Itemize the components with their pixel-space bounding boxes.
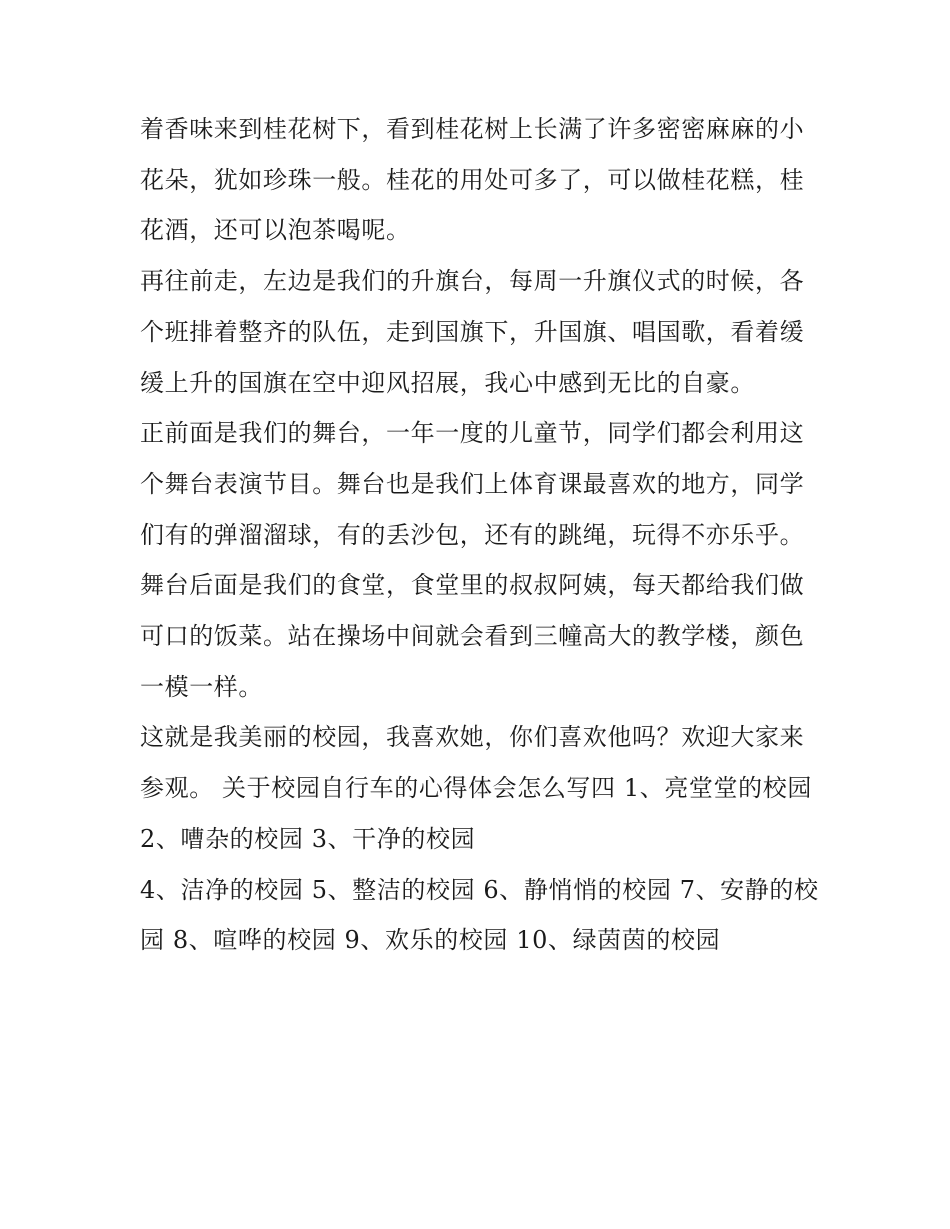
paragraph-campus-list: 4、洁净的校园 5、整洁的校园 6、静悄悄的校园 7、安静的校园 8、喧哗的校园 9、欢乐的校园 10、绿茵茵的校园 bbox=[140, 875, 819, 955]
paragraph-osmanthus: 着香味来到桂花树下，看到桂花树上长满了许多密密麻麻的小花朵，犹如珍珠一般。桂花的用处可多了，可以做桂花糕，桂花酒，还可以泡茶喝呢。 bbox=[140, 115, 805, 245]
paragraph-conclusion: 这就是我美丽的校园，我喜欢她，你们喜欢他吗？欢迎大家来参观。 关于校园自行车的心得体会怎么写四 1、亮堂堂的校园 2、嘈杂的校园 3、干净的校园 bbox=[140, 723, 812, 853]
paragraph-canteen: 舞台后面是我们的食堂，食堂里的叔叔阿姨，每天都给我们做可口的饭菜。站在操场中间就会看到三幢高大的教学楼，颜色一模一样。 bbox=[140, 571, 805, 701]
body-text bbox=[140, 104, 820, 966]
paragraph-flag-platform: 再往前走，左边是我们的升旗台，每周一升旗仪式的时候，各个班排着整齐的队伍，走到国旗下，升国旗、唱国歌，看着缓缓上升的国旗在空中迎风招展，我心中感到无比的自豪。 bbox=[140, 267, 805, 397]
paragraph-stage: 正前面是我们的舞台，一年一度的儿童节，同学们都会利用这个舞台表演节目。舞台也是我们上体育课最喜欢的地方，同学们有的弹溜溜球，有的丢沙包，还有的跳绳，玩得不亦乐乎。 bbox=[140, 419, 805, 549]
